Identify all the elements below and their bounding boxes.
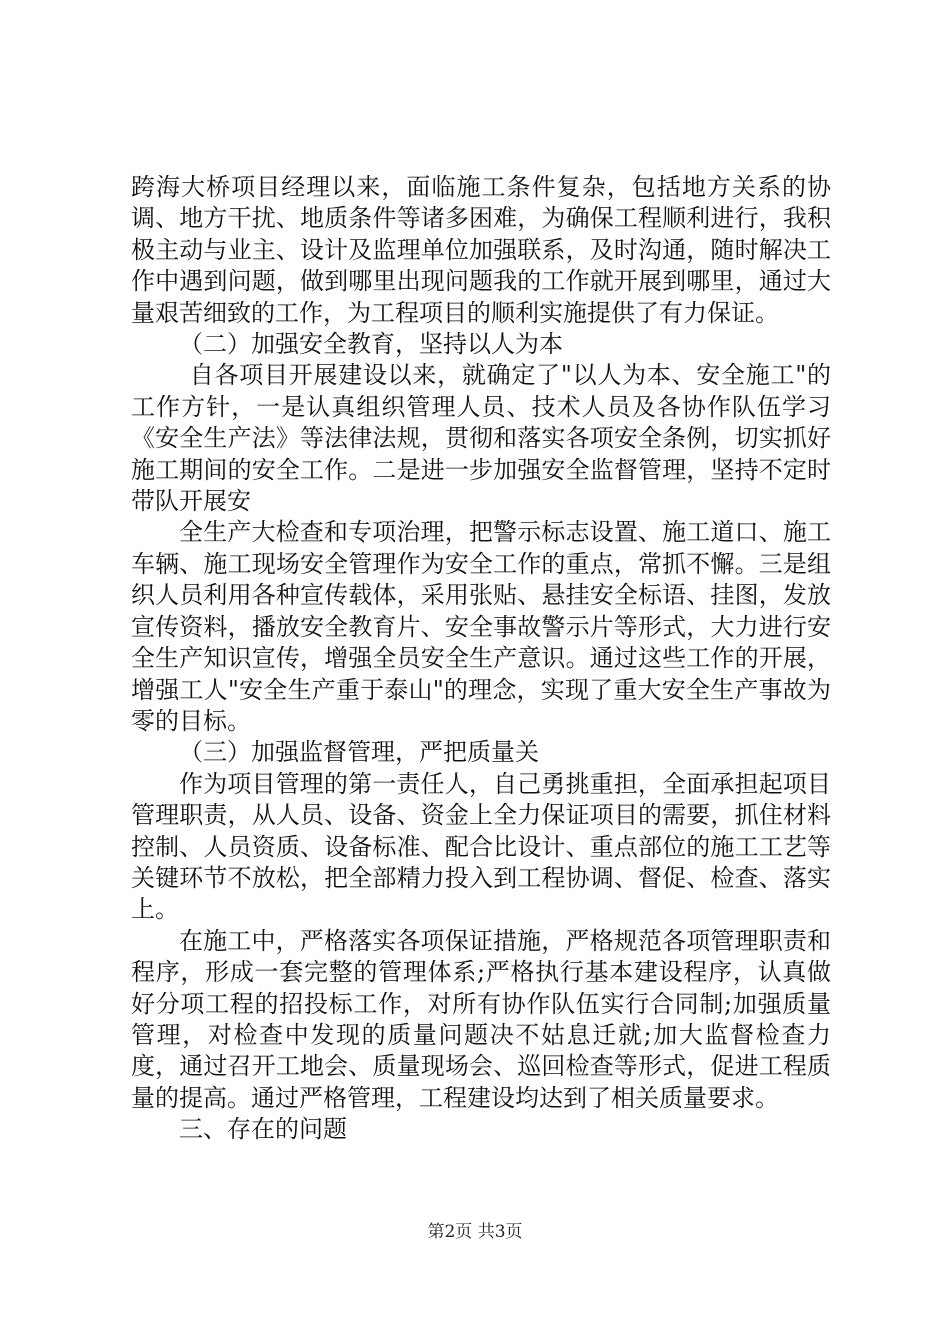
page-footer: 第2页 共3页 — [427, 1222, 523, 1242]
paragraph-safety-policy: 自各项目开展建设以来，就确定了"以人为本、安全施工"的工作方针，一是认真组织管理人员、技术人员及各协作队伍学习《安全生产法》等法律法规，贯彻和落实各项安全条例，切实抓好施工期间的安全工作。二是进一步加强安全监督管理，坚持不定时带队开展安 — [131, 361, 831, 516]
paragraph-project-responsibility: 作为项目管理的第一责任人，自己勇挑重担，全面承担起项目管理职责，从人员、设备、资金上全力保证项目的需要，抓住材料控制、人员资质、设备标准、配合比设计、重点部位的施工工艺等关键环节不放松，把全部精力投入到工程协调、督促、检查、落实上。 — [131, 769, 831, 924]
heading-existing-problems: 三、存在的问题 — [179, 1115, 347, 1144]
paragraph-project-coordination: 跨海大桥项目经理以来，面临施工条件复杂，包括地方关系的协调、地方干扰、地质条件等诸多困难，为确保工程顺利进行，我积极主动与业主、设计及监理单位加强联系，及时沟通，随时解决工作中遇到问题，做到哪里出现问题我的工作就开展到哪里，通过大量艰苦细致的工作，为工程项目的顺利实施提供了有力保证。 — [131, 173, 831, 327]
heading-quality-supervision: （三）加强监督管理，严把质量关 — [179, 738, 539, 767]
document-body — [131, 172, 831, 1146]
paragraph-construction-management: 在施工中，严格落实各项保证措施，严格规范各项管理职责和程序，形成一套完整的管理体系;严格执行基本建设程序，认真做好分项工程的招投标工作，对所有协作队伍实行合同制;加强质量管理，对检查中发现的质量问题决不姑息迁就;加大监督检查力度，通过召开工地会、质量现场会、巡回检查等形式，促进工程质量的提高。通过严格管理，工程建设均达到了相关质量要求。 — [131, 926, 831, 1112]
heading-safety-education: （二）加强安全教育，坚持以人为本 — [179, 330, 563, 359]
paragraph-safety-inspection: 全生产大检查和专项治理，把警示标志设置、施工道口、施工车辆、施工现场安全管理作为安全工作的重点，常抓不懈。三是组织人员利用各种宣传载体，采用张贴、悬挂安全标语、挂图，发放宣传资料，播放安全教育片、安全事故警示片等形式，大力进行安全生产知识宣传，增强全员安全生产意识。通过这些工作的开展，增强工人"安全生产重于泰山"的理念，实现了重大安全生产事故为零的目标。 — [131, 518, 831, 735]
